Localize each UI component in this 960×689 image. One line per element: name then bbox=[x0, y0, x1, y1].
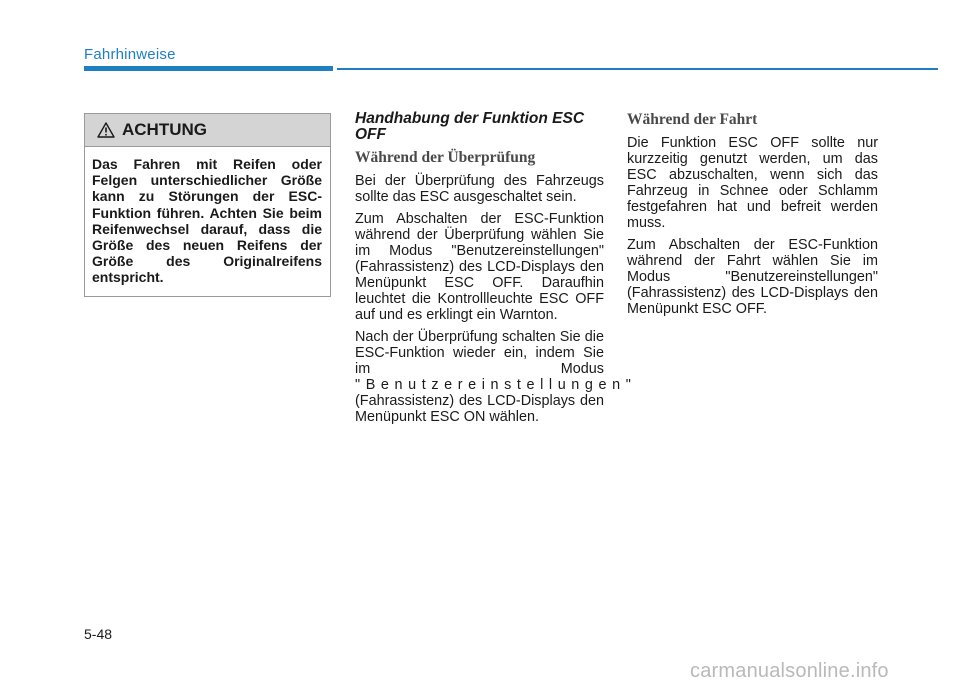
page-number: 5-48 bbox=[84, 626, 113, 642]
paragraph-text: Nach der Überprüfung schalten Sie die ESC-Funktion wieder ein, indem Sie im Modus bbox=[355, 329, 604, 377]
caution-title: ACHTUNG bbox=[122, 120, 207, 139]
watermark: carmanualsonline.info bbox=[690, 660, 889, 682]
paragraph-text: (Fahrassistenz) des LCD-Displays den Menüpunkt ESC ON wählen. bbox=[355, 393, 604, 425]
header-rule-thick bbox=[84, 66, 333, 71]
caution-text: Das Fahren mit Reifen oder Felgen unterschiedlicher Größe kann zu Störungen der ESC-Funktion führen. Achten Sie beim Reifenwechsel darauf, dass die Größe des neuen Reifens der Größe des Originalreifens entspricht. bbox=[92, 156, 322, 286]
paragraph: Zum Abschalten der ESC-Funktion während der Überprüfung wählen Sie im Modus "Benutzereinstellungen" (Fahrassistenz) des LCD-Displays den Menüpunkt ESC OFF. Daraufhin leuchtet die Kontrollleuchte ESC OFF auf und es erklingt ein Warnton. bbox=[355, 211, 604, 323]
subheading-driving: Während der Fahrt bbox=[627, 111, 758, 128]
warning-triangle-icon bbox=[97, 122, 115, 138]
caution-box bbox=[84, 113, 331, 297]
paragraph-reenable bbox=[355, 329, 637, 425]
paragraph-text-spaced: "Benutzereinstellungen" bbox=[355, 377, 637, 393]
header-rule-thin bbox=[337, 68, 938, 70]
paragraph: Zum Abschalten der ESC-Funktion während der Fahrt wählen Sie im Modus "Benutzereinstellungen" (Fahrassistenz) des LCD-Displays den Menüpunkt ESC OFF. bbox=[627, 237, 878, 317]
section-title: Fahrhinweise bbox=[84, 46, 176, 63]
column-esc-off-check bbox=[355, 110, 637, 431]
paragraph: Die Funktion ESC OFF sollte nur kurzzeitig genutzt werden, um das ESC abzuschalten, wenn sich das Fahrzeug in Schnee oder Schlamm festgefahren hat und befreit werden muss. bbox=[627, 135, 878, 231]
column-esc-off-driving bbox=[627, 111, 878, 323]
caution-header bbox=[85, 114, 330, 147]
paragraph: Bei der Überprüfung des Fahrzeugs sollte das ESC ausgeschaltet sein. bbox=[355, 173, 604, 205]
subheading-check: Während der Überprüfung bbox=[355, 149, 536, 166]
section-heading: Handhabung der Funktion ESC OFF bbox=[355, 110, 585, 143]
